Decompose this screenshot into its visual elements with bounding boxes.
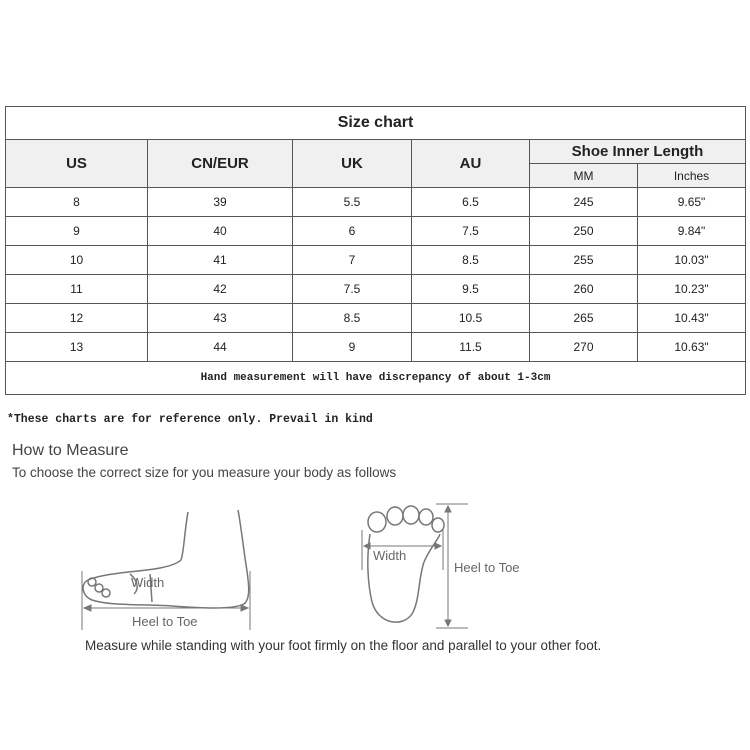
cell-cn-eur: 41 — [148, 246, 293, 275]
cell-uk: 8.5 — [293, 304, 412, 333]
cell-inches: 9.65" — [638, 188, 746, 217]
cell-mm: 265 — [530, 304, 638, 333]
cell-us: 10 — [6, 246, 148, 275]
sole-heel-to-toe-label: Heel to Toe — [454, 560, 520, 575]
sole-width-label: Width — [373, 548, 407, 563]
table-row — [6, 275, 746, 304]
side-heel-to-toe-label: Heel to Toe — [132, 614, 198, 629]
cell-uk: 6 — [293, 217, 412, 246]
table-footer-note: Hand measurement will have discrepancy of about 1-3cm — [6, 362, 746, 395]
side-foot-illustration — [83, 510, 249, 608]
cell-us: 8 — [6, 188, 148, 217]
cell-mm: 245 — [530, 188, 638, 217]
cell-us: 13 — [6, 333, 148, 362]
cell-cn-eur: 44 — [148, 333, 293, 362]
measurement-diagram — [0, 490, 750, 640]
cell-cn-eur: 40 — [148, 217, 293, 246]
cell-uk: 5.5 — [293, 188, 412, 217]
side-width-label: Width — [131, 575, 165, 590]
cell-au: 6.5 — [412, 188, 530, 217]
cell-cn-eur: 39 — [148, 188, 293, 217]
cell-inches: 10.03" — [638, 246, 746, 275]
header-au: AU — [412, 140, 530, 188]
cell-inches: 9.84" — [638, 217, 746, 246]
header-cn-eur: CN/EUR — [148, 140, 293, 188]
cell-uk: 7 — [293, 246, 412, 275]
cell-mm: 255 — [530, 246, 638, 275]
cell-uk: 9 — [293, 333, 412, 362]
cell-cn-eur: 42 — [148, 275, 293, 304]
measurement-caption: Measure while standing with your foot firmly on the floor and parallel to your other foot. — [85, 638, 602, 653]
cell-inches: 10.43" — [638, 304, 746, 333]
table-row — [6, 246, 746, 275]
cell-au: 7.5 — [412, 217, 530, 246]
reference-note: *These charts are for reference only. Prevail in kind — [7, 413, 373, 426]
cell-au: 9.5 — [412, 275, 530, 304]
header-us: US — [6, 140, 148, 188]
header-uk: UK — [293, 140, 412, 188]
table-row — [6, 188, 746, 217]
size-chart-table — [5, 106, 746, 395]
how-to-measure-subtitle: To choose the correct size for you measure your body as follows — [12, 465, 397, 480]
cell-au: 8.5 — [412, 246, 530, 275]
table-row — [6, 217, 746, 246]
cell-cn-eur: 43 — [148, 304, 293, 333]
table-title: Size chart — [6, 107, 746, 140]
header-inner-length: Shoe Inner Length — [530, 140, 746, 164]
cell-inches: 10.63" — [638, 333, 746, 362]
cell-inches: 10.23" — [638, 275, 746, 304]
cell-us: 11 — [6, 275, 148, 304]
table-row — [6, 304, 746, 333]
header-mm: MM — [530, 164, 638, 188]
table-row — [6, 333, 746, 362]
cell-au: 10.5 — [412, 304, 530, 333]
how-to-measure-title: How to Measure — [12, 442, 129, 459]
cell-uk: 7.5 — [293, 275, 412, 304]
header-inches: Inches — [638, 164, 746, 188]
cell-us: 12 — [6, 304, 148, 333]
cell-us: 9 — [6, 217, 148, 246]
cell-au: 11.5 — [412, 333, 530, 362]
cell-mm: 250 — [530, 217, 638, 246]
sole-foot-illustration — [368, 506, 444, 622]
cell-mm: 270 — [530, 333, 638, 362]
cell-mm: 260 — [530, 275, 638, 304]
